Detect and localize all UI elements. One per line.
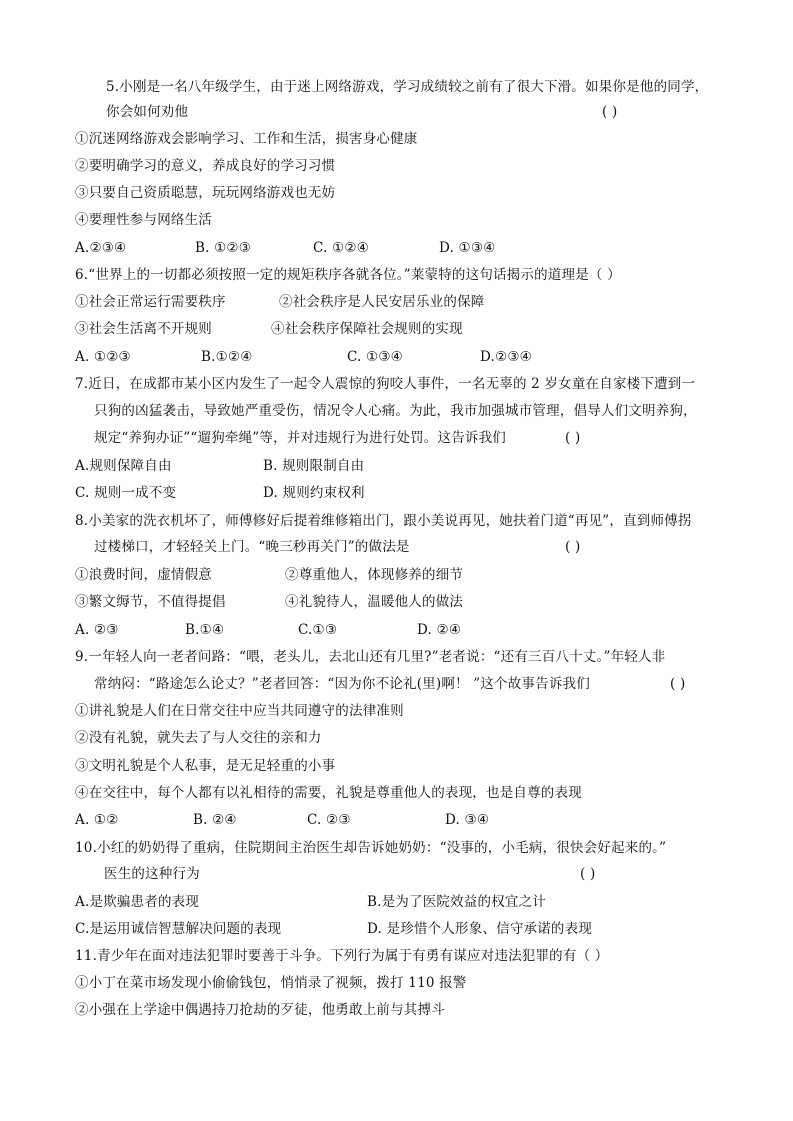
q5-stem-line-2: 你会如何劝他 <box>106 104 189 120</box>
q10-choice-d: D. 是珍惜个人形象、信守承诺的表现 <box>367 921 593 937</box>
q5-choice-b: B. ①②③ <box>195 240 252 256</box>
q8-choice-b: B.①④ <box>185 622 225 638</box>
q11-item-1: ①小丁在菜市场发现小偷偷钱包，悄悄录了视频，拨打 110 报警 <box>75 975 467 991</box>
q11-stem-line-1: 11.青少年在面对违法犯罪时要善于斗争。下列行为属于有勇有谋应对违法犯罪的有（ ） <box>75 948 609 964</box>
q6-item-2: ②社会秩序是人民安居乐业的保障 <box>279 294 485 310</box>
q9-choice-d: D. ③④ <box>445 812 490 828</box>
q7-answer-parentheses: ( ) <box>565 430 581 446</box>
q5-item-2: ②要明确学习的意义，养成良好的学习习惯 <box>75 158 336 174</box>
q10-stem-line-1: 10.小红的奶奶得了重病，住院期间主治医生却告诉她奶奶：“没事的，小毛病，很快会好起来的。” <box>75 840 667 856</box>
q7-stem-line-1: 7.近日，在成都市某小区内发生了一起令人震惊的狗咬人事件，一名无辜的 2 岁女童在自家楼下遭到一 <box>75 376 696 392</box>
q10-choice-a: A.是欺骗患者的表现 <box>75 894 200 910</box>
q7-stem-line-3: 规定“养狗办证”“遛狗牵绳”等，并对违规行为进行处罚。这告诉我们 <box>94 430 507 446</box>
q5-choice-c: C. ①②④ <box>313 240 369 256</box>
q9-item-2: ②没有礼貌，就失去了与人交往的亲和力 <box>75 730 322 746</box>
q9-item-3: ③文明礼貌是个人私事，是无足轻重的小事 <box>75 758 336 774</box>
q8-choice-d: D. ②④ <box>417 622 462 638</box>
q10-stem-line-2: 医生的这种行为 <box>104 866 200 882</box>
q9-item-4: ④在交往中，每个人都有以礼相待的需要，礼貌是尊重他人的表现，也是自尊的表现 <box>75 785 582 801</box>
q8-item-4: ④礼貌待人，温暖他人的做法 <box>285 594 464 610</box>
q10-choice-c: C.是运用诚信智慧解决问题的表现 <box>75 921 282 937</box>
q8-stem-line-2: 过楼梯口，才轻轻关上门。“晚三秒再关门”的做法是 <box>94 539 410 555</box>
q5-item-1: ①沉迷网络游戏会影响学习、工作和生活，损害身心健康 <box>75 131 418 147</box>
q8-stem-line-1: 8.小美家的洗衣机坏了，师傅修好后提着维修箱出门，跟小美说再见，她扶着门道“再见”，直到师傅拐 <box>75 513 692 529</box>
q6-choice-d: D.②③④ <box>480 349 532 365</box>
q8-item-3: ③繁文缛节，不值得提倡 <box>75 594 226 610</box>
q8-choice-c: C.①③ <box>298 622 338 638</box>
q7-choice-d: D. 规则约束权利 <box>263 485 365 501</box>
q8-item-1: ①浪费时间，虚情假意 <box>75 567 212 583</box>
q9-item-1: ①讲礼貌是人们在日常交往中应当共同遵守的法律准则 <box>75 703 404 719</box>
q9-answer-parentheses: ( ) <box>670 676 686 692</box>
q8-choice-a: A. ②③ <box>75 622 119 638</box>
q6-item-4: ④社会秩序保障社会规则的实现 <box>271 321 463 337</box>
q9-choice-b: B. ②④ <box>193 812 237 828</box>
q6-choice-b: B.①②④ <box>201 349 253 365</box>
q5-stem-line-1: 5.小刚是一名八年级学生，由于迷上网络游戏，学习成绩较之前有了很大下滑。如果你是他的同学， <box>106 79 709 95</box>
q10-answer-parentheses: ( ) <box>580 866 596 882</box>
q7-choice-b: B. 规则限制自由 <box>263 458 365 474</box>
q5-answer-parentheses: ( ) <box>602 104 618 120</box>
q8-answer-parentheses: ( ) <box>565 539 581 555</box>
q9-stem-line-2: 常纳闷：“路途怎么论丈？”老者回答：“因为你不论礼(里)啊！ ”这个故事告诉我们 <box>94 676 590 692</box>
q6-choice-c: C. ①③④ <box>347 349 403 365</box>
q7-stem-line-2: 只狗的凶猛袭击，导致她严重受伤，情况令人心痛。为此，我市加强城市管理，倡导人们文明养狗， <box>94 403 697 419</box>
q6-stem-line-1: 6.“世界上的一切都必须按照一定的规矩秩序各就各位。”莱蒙特的这句话揭示的道理是（ ） <box>75 267 621 283</box>
q9-choice-c: C. ②③ <box>307 812 351 828</box>
q9-choice-a: A. ①② <box>75 812 119 828</box>
q5-choice-d: D. ①③④ <box>439 240 496 256</box>
q6-choice-a: A. ①②③ <box>75 349 131 365</box>
q8-item-2: ②尊重他人，体现修养的细节 <box>285 567 464 583</box>
q7-choice-a: A.规则保障自由 <box>75 458 172 474</box>
q9-stem-line-1: 9.一年轻人向一老者问路：“喂，老头儿，去北山还有几里?”老者说：“还有三百八十丈。”年轻人非 <box>75 649 666 665</box>
q5-item-3: ③只要自己资质聪慧，玩玩网络游戏也无妨 <box>75 185 336 201</box>
q5-choice-a: A.②③④ <box>75 240 127 256</box>
q6-item-3: ③社会生活离不开规则 <box>75 321 212 337</box>
q6-item-1: ①社会正常运行需要秩序 <box>75 294 226 310</box>
q10-choice-b: B.是为了医院效益的权宜之计 <box>367 894 547 910</box>
q11-item-2: ②小强在上学途中偶遇持刀抢劫的歹徒，他勇敢上前与其搏斗 <box>75 1002 445 1018</box>
q5-item-4: ④要理性参与网络生活 <box>75 212 212 228</box>
q7-choice-c: C. 规则一成不变 <box>75 485 177 501</box>
